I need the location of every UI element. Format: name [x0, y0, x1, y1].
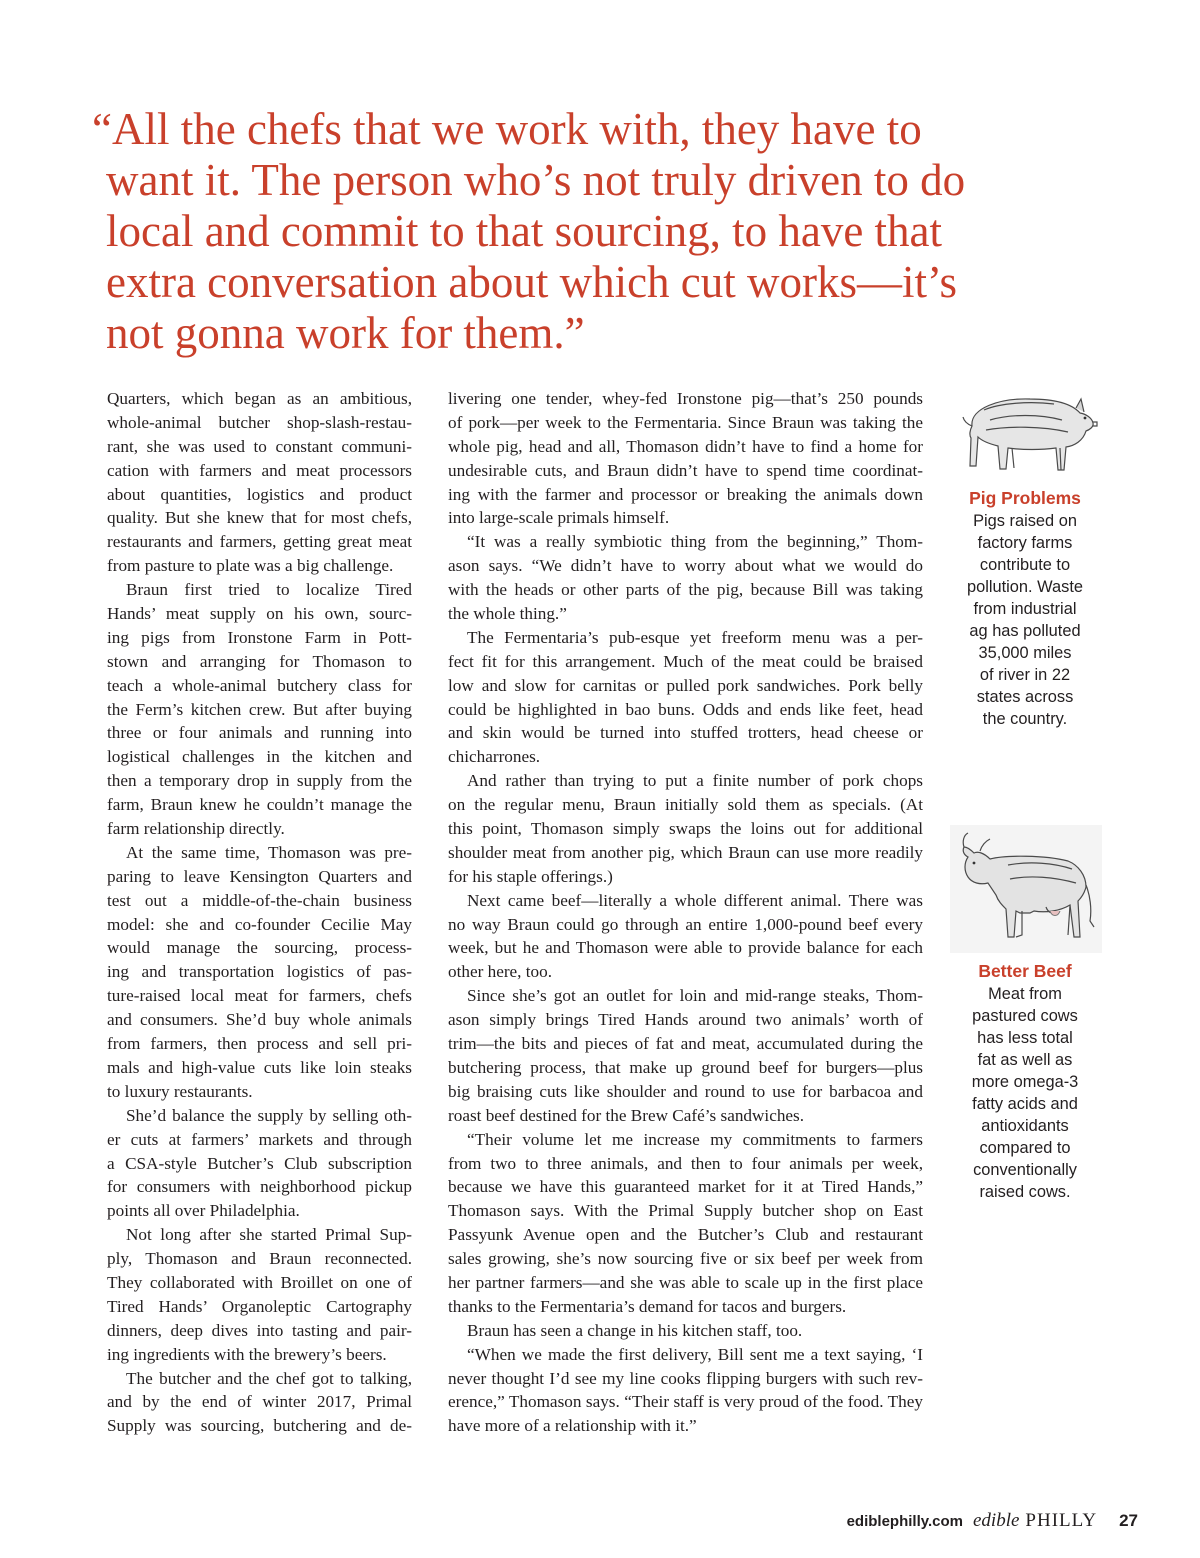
article-line: from farmers, then process and sell pri- — [107, 1034, 412, 1054]
article-line: ture-raised local meat for farmers, chefs — [107, 986, 412, 1006]
sidebar-line: Meat from — [988, 985, 1062, 1003]
sidebar-line: more omega-3 — [971, 1073, 1079, 1091]
sidebar-line: contribute to — [979, 556, 1071, 574]
article-line: have more of a relationship with it.” — [448, 1416, 697, 1436]
article-line: of pork—per week to the Fermentaria. Since Braun was taking the — [448, 412, 923, 432]
sidebar-line: raised cows. — [979, 1183, 1071, 1201]
pig-illustration — [950, 386, 1100, 480]
pull-quote-line: extra conversation about which cut works—it’s — [106, 257, 958, 307]
article-line: And rather than trying to put a finite number of pork chops — [467, 771, 923, 791]
sidebar-body — [950, 510, 1100, 730]
article-line: Tired Hands’ Organoleptic Cartography — [107, 1296, 412, 1316]
article-line: farm, Braun knew he couldn’t manage the — [107, 795, 412, 815]
article-line: livering one tender, whey-fed Ironstone pig—that’s 250 pounds — [448, 389, 923, 408]
article-line: “Their volume let me increase my commitments to farmers — [467, 1129, 923, 1149]
pull-quote-line: local and commit to that sourcing, to have that — [106, 206, 943, 256]
article-line: trim—the bits and pieces of fat and meat, accumulated during the — [448, 1034, 923, 1054]
article-line: low and slow for carnitas or pulled pork sandwiches. Pork belly — [448, 675, 923, 695]
article-line: roast beef destined for the Brew Café’s sandwiches. — [448, 1105, 805, 1125]
sidebar-title: Better Beef — [978, 961, 1072, 981]
magazine-name-italic: edible — [972, 1510, 1020, 1531]
article-line: farm relationship directly. — [107, 819, 285, 839]
article-line: rant, she was used to constant communi- — [107, 436, 412, 456]
article-line: The Fermentaria’s pub-esque yet freeform menu was a per- — [467, 627, 923, 647]
sidebar-line: ag has polluted — [969, 622, 1081, 640]
article-line: butchering process, that make up ground beef for burgers—plus — [448, 1057, 923, 1077]
article-line: mals and high-value cuts like loin steaks — [107, 1057, 412, 1077]
article-line: the whole thing.” — [448, 604, 567, 624]
article-line: then a temporary drop in supply from the — [107, 771, 412, 791]
article-line: “When we made the first delivery, Bill sent me a text saying, ‘I — [467, 1344, 923, 1364]
article-column-2 — [448, 387, 923, 1438]
article-line: this point, Thomason simply swaps the loins out for additional — [448, 819, 923, 839]
cow-illustration — [950, 825, 1102, 953]
pull-quote-line: want it. The person who’s not truly driven to do — [106, 155, 966, 205]
article-line: At the same time, Thomason was pre- — [126, 842, 412, 862]
article-line: test out a middle-of-the-chain business — [107, 890, 412, 910]
sidebar-line: conventionally — [973, 1161, 1077, 1179]
article-line: er cuts at farmers’ markets and through — [107, 1129, 412, 1149]
magazine-name-caps: PHILLY — [1025, 1510, 1098, 1531]
article-line: She’d balance the supply by selling oth- — [126, 1105, 412, 1125]
article-line: other here, too. — [448, 962, 553, 982]
sidebar-line: fat as well as — [977, 1051, 1073, 1069]
article-line: model: she and co-founder Cecilie May — [107, 914, 412, 934]
pull-quote-line: “All the chefs that we work with, they have to — [92, 104, 922, 154]
article-line: and by the end of winter 2017, Primal — [107, 1392, 412, 1412]
article-line: chicharrones. — [448, 747, 541, 767]
article-line: whole pig, head and all, Thomason didn’t have to find a home for — [448, 436, 923, 456]
article-line: Supply was sourcing, butchering and de- — [107, 1416, 412, 1436]
article-line: because we have this guaranteed market for it at Tired Hands,” — [448, 1177, 923, 1197]
article-line: ason simply brings Tired Hands around two animals’ worth of — [448, 1010, 923, 1030]
article-line: would manage the sourcing, process- — [107, 938, 412, 958]
article-line: her partner farmers—and she was able to scale up in the first place — [448, 1272, 923, 1292]
article-line: no way Braun could go through an entire 1,000-pound beef every — [448, 914, 923, 934]
article-line: cation with farmers and meat processors — [107, 460, 412, 480]
sidebar-better-beef — [950, 825, 1100, 1203]
sidebar-line: Pigs raised on — [973, 512, 1077, 530]
pig-icon — [950, 386, 1100, 480]
article-line: ing and transportation logistics of pas- — [107, 962, 412, 982]
article-line: and skin would be turned into stuffed trotters, head cheese or — [448, 723, 923, 743]
article-line: Since she’s got an outlet for loin and mid-range steaks, Thom- — [467, 986, 923, 1006]
article-line: three or four animals and running into — [107, 723, 412, 743]
article-line: for his staple offerings.) — [448, 866, 613, 886]
page-footer — [847, 1510, 1138, 1532]
sidebar-line: compared to — [979, 1139, 1071, 1157]
article-line: erence,” Thomason says. “Their staff is very proud of the food. They — [448, 1392, 923, 1412]
article-line: from pasture to plate was a big challenge. — [107, 556, 394, 576]
article-line: thanks to the Fermentaria’s demand for tacos and burgers. — [448, 1296, 847, 1316]
article-line: Not long after she started Primal Sup- — [126, 1225, 412, 1245]
article-line: never thought I’d see my line cooks flipping burgers with such rev- — [448, 1368, 923, 1388]
article-line: Next came beef—literally a whole different animal. There was — [467, 890, 923, 910]
article-line: points all over Philadelphia. — [107, 1201, 300, 1221]
article-line: from two to three animals, and then to four animals per week, — [448, 1153, 923, 1173]
article-line: undesirable cuts, and Braun didn’t have to spend time coordinat- — [448, 460, 923, 480]
article-line: Passyunk Avenue open and the Butcher’s Club and restaurant — [448, 1225, 923, 1245]
article-line: with the heads or other parts of the pig, because Bill was taking — [448, 580, 923, 600]
article-line: ing with the farmer and processor or breaking the animals down — [448, 484, 923, 504]
article-line: ason says. “We didn’t have to worry about what we would do — [448, 556, 923, 576]
article-line: Quarters, which began as an ambitious, — [107, 389, 412, 408]
article-line: ply, Thomason and Braun reconnected. — [107, 1249, 412, 1269]
sidebar-title: Pig Problems — [969, 488, 1081, 508]
article-line: whole-animal butcher shop-slash-restau- — [107, 412, 412, 432]
sidebar-line: factory farms — [977, 534, 1073, 552]
article-line: for consumers with neighborhood pickup — [107, 1177, 412, 1197]
article-line: into large-scale primals himself. — [448, 508, 670, 528]
article-line: ing ingredients with the brewery’s beers. — [107, 1344, 387, 1364]
sidebar-line: of river in 22 — [979, 666, 1071, 684]
sidebar-line: from industrial — [973, 600, 1077, 618]
article-line: Hands’ meat supply on his own, sourc- — [107, 604, 412, 624]
sidebar-line: pastured cows — [972, 1007, 1078, 1025]
sidebar-line: states across — [976, 688, 1074, 706]
article-line: to luxury restaurants. — [107, 1081, 253, 1101]
article-line: paring to leave Kensington Quarters and — [107, 866, 412, 886]
article-line: quality. But she knew that for most chefs, — [107, 508, 412, 528]
article-line: shoulder meat from another pig, which Braun can use more readily — [448, 842, 923, 862]
article-line: “It was a really symbiotic thing from the beginning,” Thom- — [467, 532, 923, 552]
website-link[interactable]: ediblephilly.com — [846, 1513, 963, 1530]
pull-quote — [92, 104, 1102, 359]
article-line: stown and arranging for Thomason to — [107, 651, 412, 671]
article-line: teach a whole-animal butchery class for — [107, 675, 412, 695]
article-line: the Ferm’s kitchen crew. But after buying — [107, 699, 412, 719]
sidebar-body — [950, 983, 1100, 1203]
article-line: and consumers. She’d buy whole animals — [107, 1010, 412, 1030]
sidebar-pig-problems — [950, 386, 1100, 730]
article-line: week, but he and Thomason were able to provide balance for each — [448, 938, 923, 958]
article-line: The butcher and the chef got to talking, — [126, 1368, 412, 1388]
article-line: ing pigs from Ironstone Farm in Pott- — [107, 627, 412, 647]
sidebar-line: fatty acids and — [972, 1095, 1078, 1113]
cow-icon — [950, 825, 1102, 953]
sidebar-line: antioxidants — [981, 1117, 1069, 1135]
article-line: restaurants and farmers, getting great meat — [107, 532, 412, 552]
pull-quote-line: not gonna work for them.” — [106, 308, 585, 358]
page-number: 27 — [1119, 1511, 1138, 1530]
article-line: a CSA-style Butcher’s Club subscription — [107, 1153, 412, 1173]
article-column-1 — [107, 387, 412, 1438]
article-line: could be highlighted in bao buns. Odds and ends like feet, head — [448, 699, 923, 719]
sidebar-line: the country. — [982, 710, 1068, 728]
sidebar-line: 35,000 miles — [978, 644, 1072, 662]
article-line: They collaborated with Broillet on one of — [107, 1272, 412, 1292]
article-line: logistical challenges in the kitchen and — [107, 747, 412, 767]
article-line: big braising cuts like shoulder and round to use for barbacoa and — [448, 1081, 923, 1101]
article-line: Thomason says. With the Primal Supply butcher shop on East — [448, 1201, 923, 1221]
article-line: Braun first tried to localize Tired — [126, 580, 412, 600]
sidebar-line: has less total — [977, 1029, 1073, 1047]
article-line: fect fit for this arrangement. Much of the meat could be braised — [448, 651, 923, 671]
article-line: Braun has seen a change in his kitchen staff, too. — [467, 1320, 803, 1340]
sidebar-line: pollution. Waste — [966, 578, 1083, 596]
article-line: dinners, deep dives into tasting and pair- — [107, 1320, 412, 1340]
article-line: about quantities, logistics and product — [107, 484, 412, 504]
article-line: sales growing, she’s now sourcing five or six beef per week from — [448, 1249, 923, 1269]
article-line: on the regular menu, Braun initially sold them as specials. (At — [448, 795, 923, 815]
